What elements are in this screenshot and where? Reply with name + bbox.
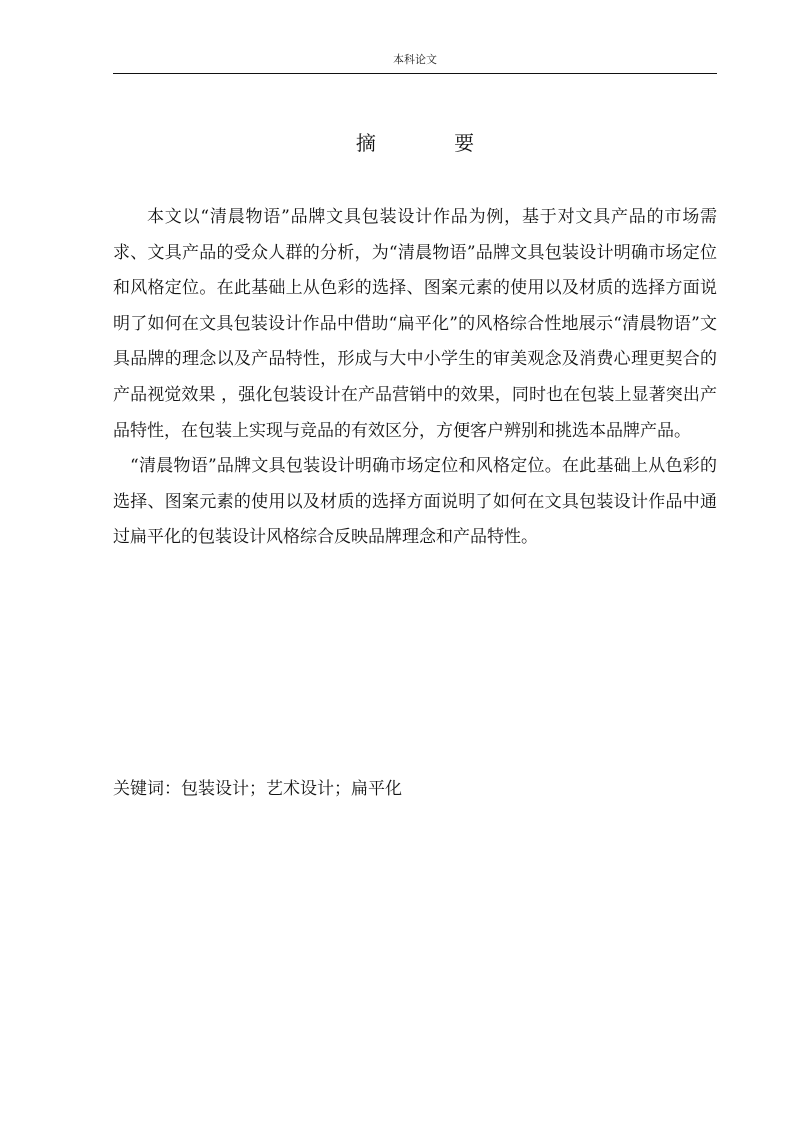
keywords-line [113,774,717,804]
abstract-paragraph-1: 本文以“清晨物语”品牌文具包装设计作品为例，基于对文具产品的市场需求、文具产品的受众人群的分析，为“清晨物语”品牌文具包装设计明确市场定位和风格定位。在此基础上从色彩的选择、图案元素的使用以及材质的选择方面说明了如何在文具包装设计作品中借助“扁平化”的风格综合性地展示“清晨物语”文具品牌的理念以及产品特性，形成与大中小学生的审美观念及消费心理更契合的产品视觉效果 ，强化包装设计在产品营销中的效果，同时也在包装上显著突出产品特性，在包装上实现与竞品的有效区分，方便客户辨别和挑选本品牌产品。 [113,207,717,441]
abstract-paragraph-2: “清晨物语”品牌文具包装设计明确市场定位和风格定位。在此基础上从色彩的选择、图案元素的使用以及材质的选择方面说明了如何在文具包装设计作品中通过扁平化的包装设计风格综合反映品牌理念和产品特性。 [113,456,717,548]
keywords-value: 包装设计；艺术设计；扁平化 [181,779,402,799]
header-rule [113,73,717,74]
keywords-label: 关键词： [113,779,181,799]
running-header: 本科论文 [393,53,437,66]
abstract-title: 摘 要 [355,131,511,155]
abstract-body [113,200,717,556]
